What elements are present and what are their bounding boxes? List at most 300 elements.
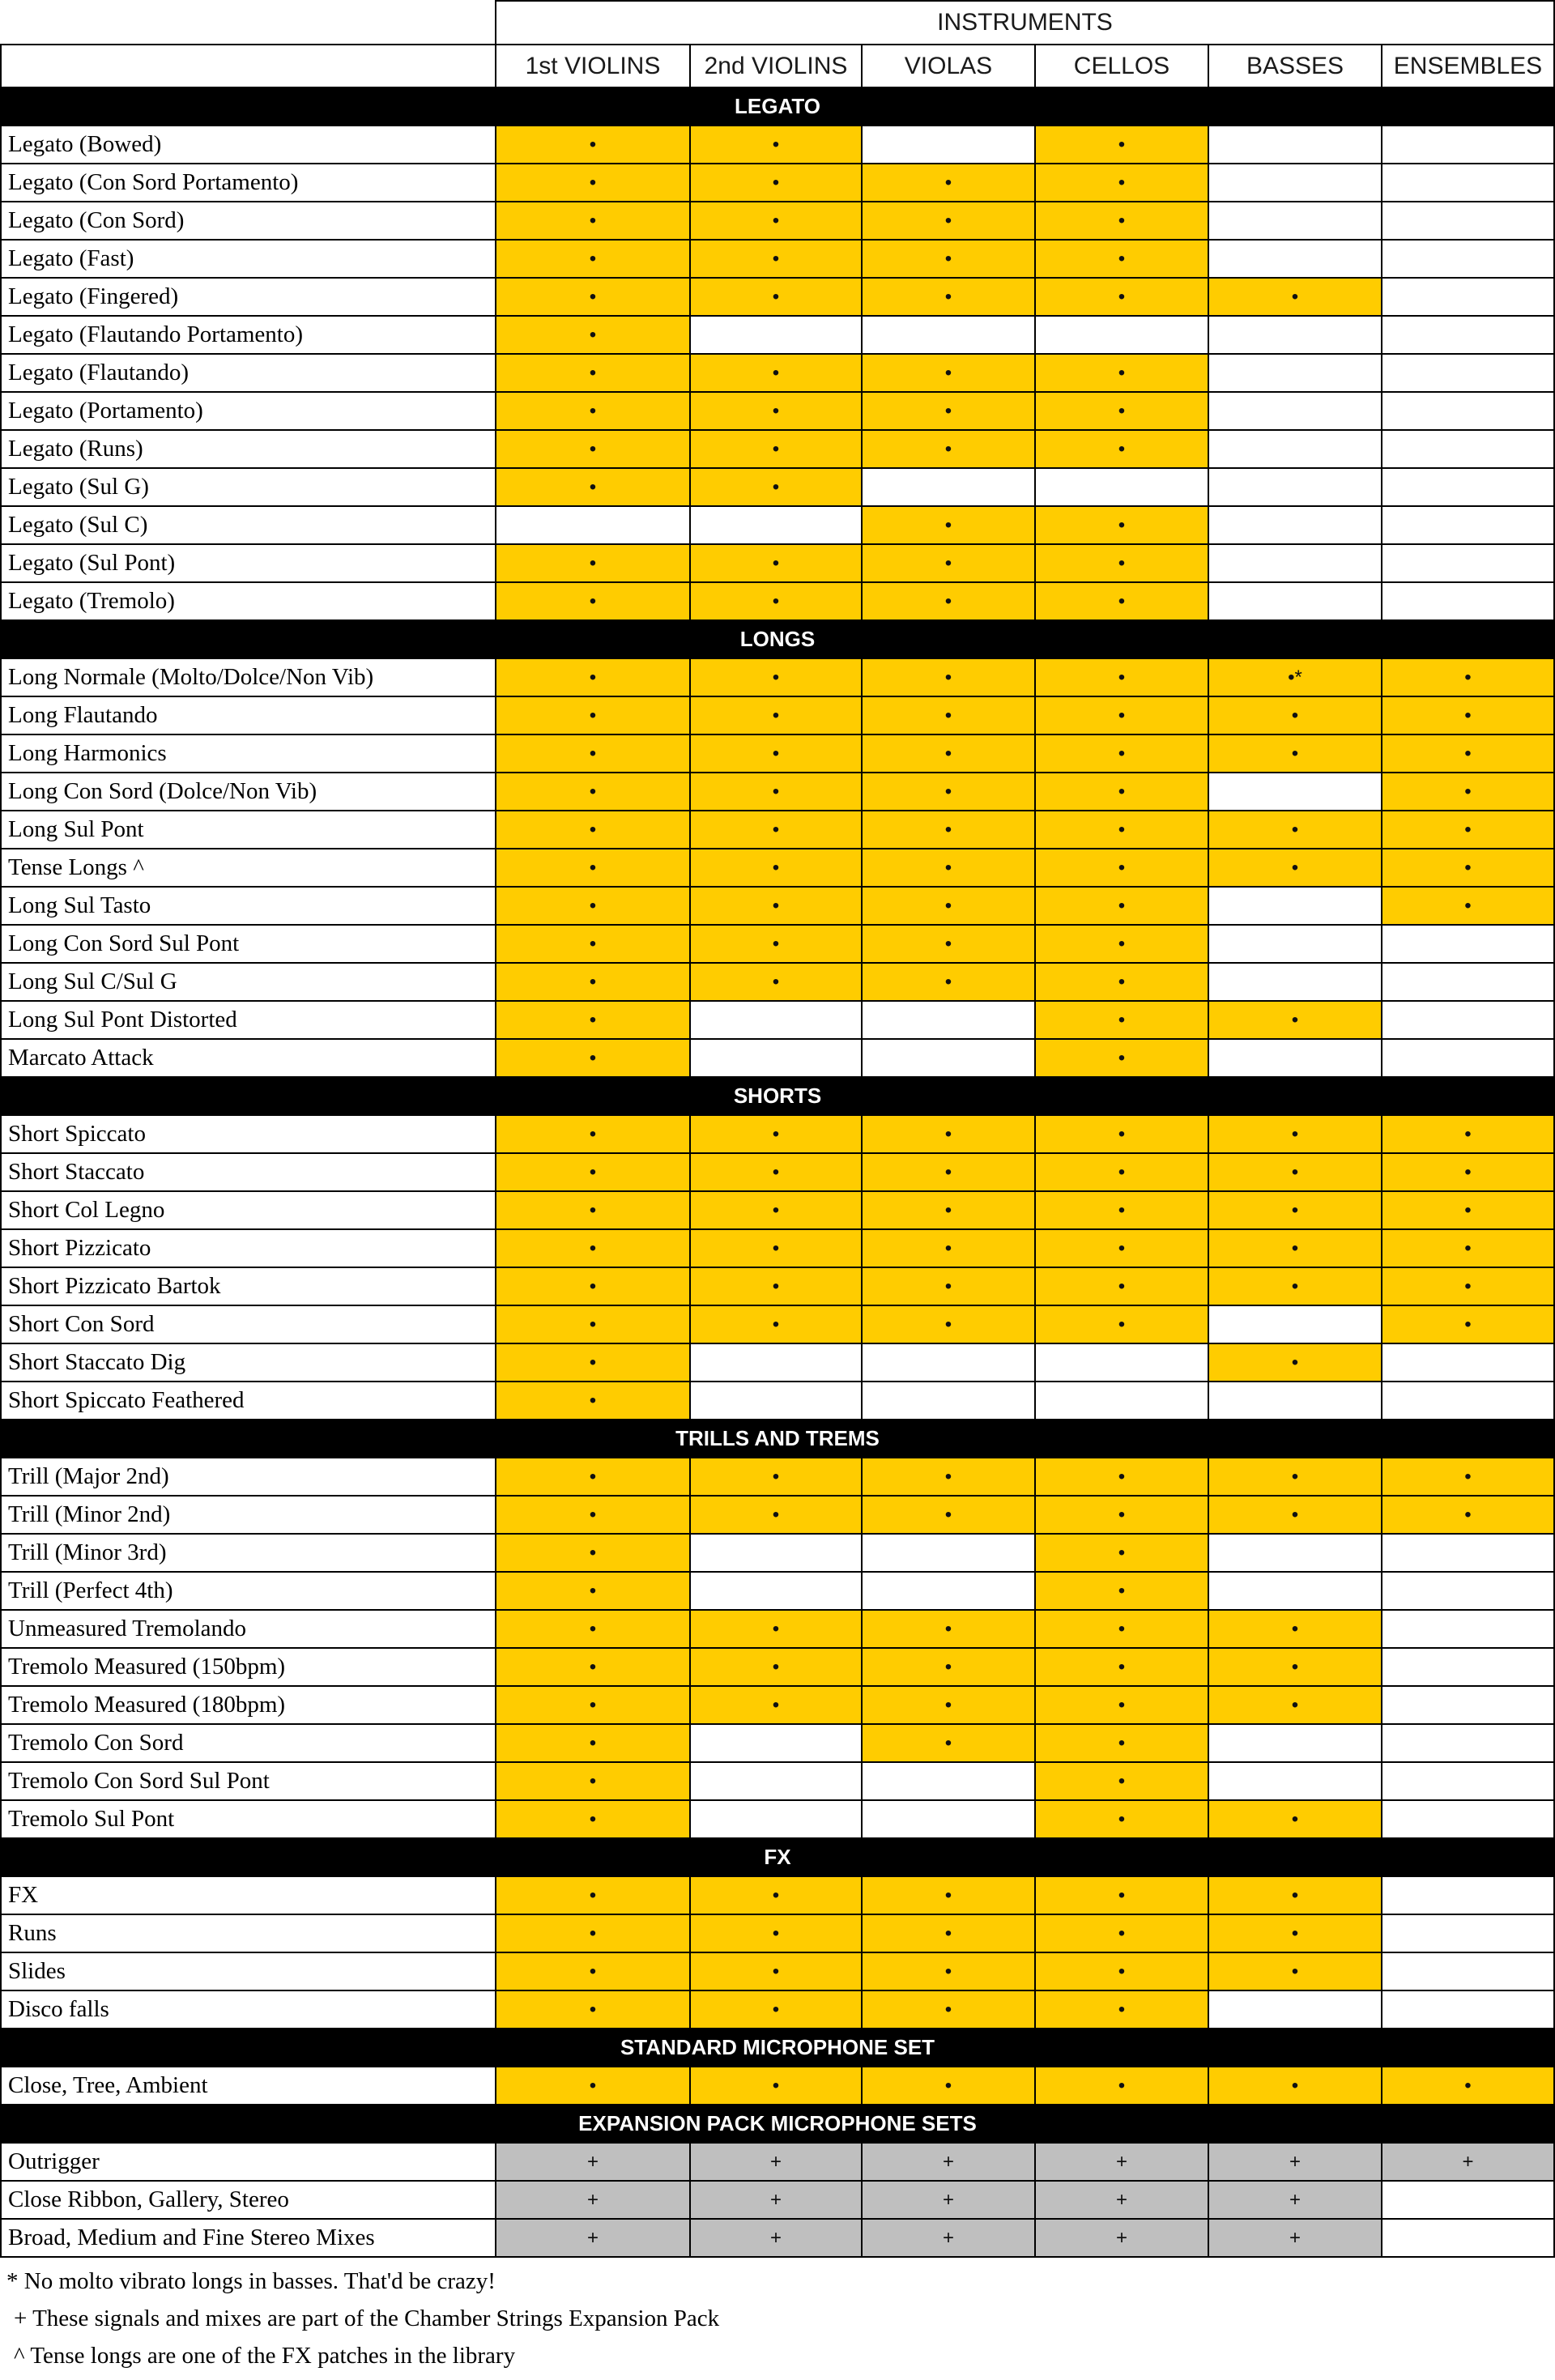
availability-cell-2nd-violins: •: [691, 1230, 863, 1268]
availability-cell-violas: •: [863, 1915, 1036, 1953]
availability-cell-cellos: •: [1036, 355, 1209, 393]
availability-cell-violas: [863, 1573, 1036, 1611]
section-header-trills-and-trems: [0, 1420, 1555, 1458]
row-label: Short Staccato: [0, 1154, 496, 1192]
availability-cell-cellos: •: [1036, 2067, 1209, 2105]
availability-cell-1st-violins: •: [496, 1382, 691, 1420]
availability-cell-basses: •: [1209, 849, 1382, 888]
availability-cell-2nd-violins: [691, 1801, 863, 1839]
availability-cell-ensembles: •: [1382, 888, 1555, 926]
availability-cell-cellos: •: [1036, 279, 1209, 317]
availability-cell-1st-violins: •: [496, 964, 691, 1002]
row-label: Outrigger: [0, 2144, 496, 2182]
table-row: [0, 697, 1555, 735]
availability-cell-1st-violins: •: [496, 1268, 691, 1306]
availability-cell-cellos: •: [1036, 1763, 1209, 1801]
table-row: [0, 1116, 1555, 1154]
availability-cell-violas: •: [863, 545, 1036, 583]
availability-cell-basses: +: [1209, 2182, 1382, 2220]
availability-cell-1st-violins: •: [496, 1192, 691, 1230]
availability-cell-cellos: •: [1036, 1306, 1209, 1344]
availability-cell-ensembles: •: [1382, 1230, 1555, 1268]
availability-cell-basses: [1209, 583, 1382, 621]
availability-cell-1st-violins: •: [496, 1116, 691, 1154]
availability-cell-2nd-violins: [691, 1763, 863, 1801]
availability-cell-cellos: •: [1036, 1725, 1209, 1763]
section-header-shorts: [0, 1078, 1555, 1116]
availability-cell-2nd-violins: •: [691, 1687, 863, 1725]
availability-cell-violas: [863, 1002, 1036, 1040]
header-corner: [0, 0, 495, 44]
availability-cell-ensembles: [1382, 583, 1555, 621]
availability-cell-basses: [1209, 317, 1382, 355]
availability-cell-basses: [1209, 1306, 1382, 1344]
availability-cell-ensembles: •: [1382, 849, 1555, 888]
column-header-cellos: CELLOS: [1036, 44, 1209, 88]
availability-cell-ensembles: •: [1382, 773, 1555, 811]
availability-cell-basses: +: [1209, 2144, 1382, 2182]
table-row: [0, 888, 1555, 926]
availability-cell-violas: •: [863, 659, 1036, 697]
availability-cell-basses: •: [1209, 1611, 1382, 1649]
availability-cell-basses: [1209, 355, 1382, 393]
availability-cell-1st-violins: •: [496, 811, 691, 849]
availability-cell-ensembles: •: [1382, 1154, 1555, 1192]
availability-cell-basses: [1209, 202, 1382, 241]
availability-cell-cellos: •: [1036, 659, 1209, 697]
availability-cell-1st-violins: •: [496, 1801, 691, 1839]
availability-cell-1st-violins: •: [496, 1687, 691, 1725]
table-row: [0, 202, 1555, 241]
availability-cell-1st-violins: •: [496, 1458, 691, 1497]
section-header-longs: [0, 621, 1555, 659]
availability-cell-ensembles: +: [1382, 2144, 1555, 2182]
footnote-tense-longs: ^ Tense longs are one of the FX patches in the library: [14, 2343, 516, 2369]
table-row: [0, 1991, 1555, 2029]
availability-cell-1st-violins: +: [496, 2182, 691, 2220]
availability-cell-cellos: •: [1036, 1535, 1209, 1573]
availability-cell-cellos: •: [1036, 964, 1209, 1002]
availability-cell-1st-violins: •: [496, 1230, 691, 1268]
availability-cell-basses: •: [1209, 2067, 1382, 2105]
table-row: [0, 1230, 1555, 1268]
availability-cell-basses: [1209, 164, 1382, 202]
table-row: [0, 1306, 1555, 1344]
row-label: Long Sul Pont: [0, 811, 496, 849]
availability-cell-2nd-violins: [691, 1382, 863, 1420]
availability-cell-basses: [1209, 1573, 1382, 1611]
table-row: [0, 1915, 1555, 1953]
availability-cell-2nd-violins: •: [691, 1154, 863, 1192]
availability-cell-ensembles: [1382, 1953, 1555, 1991]
table-row: [0, 1801, 1555, 1839]
availability-cell-ensembles: [1382, 1687, 1555, 1725]
availability-cell-violas: [863, 469, 1036, 507]
section-title: SHORTS: [733, 1084, 822, 1108]
availability-cell-ensembles: [1382, 317, 1555, 355]
footnotes: [0, 2258, 1555, 2374]
availability-cell-cellos: •: [1036, 126, 1209, 164]
availability-cell-basses: [1209, 1040, 1382, 1078]
availability-cell-violas: •: [863, 1649, 1036, 1687]
table-row: [0, 393, 1555, 431]
availability-cell-violas: •: [863, 1116, 1036, 1154]
availability-cell-2nd-violins: •: [691, 964, 863, 1002]
availability-cell-ensembles: [1382, 1040, 1555, 1078]
availability-cell-violas: •: [863, 964, 1036, 1002]
row-label: Short Spiccato: [0, 1116, 496, 1154]
availability-cell-1st-violins: •: [496, 1725, 691, 1763]
row-label: Broad, Medium and Fine Stereo Mixes: [0, 2220, 496, 2258]
availability-cell-cellos: •: [1036, 164, 1209, 202]
table-row: [0, 1649, 1555, 1687]
availability-cell-1st-violins: •: [496, 735, 691, 773]
availability-cell-1st-violins: •: [496, 393, 691, 431]
availability-cell-cellos: •: [1036, 1611, 1209, 1649]
table-row: [0, 1877, 1555, 1915]
row-label: FX: [0, 1877, 496, 1915]
availability-cell-violas: [863, 317, 1036, 355]
availability-cell-basses: •: [1209, 811, 1382, 849]
table-row: [0, 469, 1555, 507]
availability-cell-2nd-violins: [691, 1573, 863, 1611]
availability-cell-1st-violins: +: [496, 2144, 691, 2182]
availability-cell-violas: •: [863, 1458, 1036, 1497]
availability-cell-basses: •: [1209, 1268, 1382, 1306]
availability-cell-violas: •: [863, 697, 1036, 735]
availability-cell-2nd-violins: +: [691, 2220, 863, 2258]
column-header-ensembles: ENSEMBLES: [1382, 44, 1555, 88]
availability-cell-basses: [1209, 888, 1382, 926]
availability-cell-cellos: [1036, 1382, 1209, 1420]
availability-cell-2nd-violins: •: [691, 1611, 863, 1649]
table-row: [0, 773, 1555, 811]
availability-cell-basses: •: [1209, 1002, 1382, 1040]
row-label: Trill (Perfect 4th): [0, 1573, 496, 1611]
availability-cell-1st-violins: •: [496, 1535, 691, 1573]
availability-cell-violas: •: [863, 888, 1036, 926]
availability-cell-1st-violins: •: [496, 545, 691, 583]
availability-cell-1st-violins: •: [496, 164, 691, 202]
row-label: Long Sul Tasto: [0, 888, 496, 926]
availability-cell-2nd-violins: •: [691, 1953, 863, 1991]
table-row: [0, 355, 1555, 393]
availability-cell-2nd-violins: •: [691, 697, 863, 735]
availability-cell-cellos: •: [1036, 1458, 1209, 1497]
availability-cell-violas: •: [863, 735, 1036, 773]
availability-cell-basses: •*: [1209, 659, 1382, 697]
availability-cell-1st-violins: •: [496, 849, 691, 888]
section-header-fx: [0, 1839, 1555, 1877]
row-label: Short Pizzicato Bartok: [0, 1268, 496, 1306]
availability-cell-violas: •: [863, 1953, 1036, 1991]
availability-cell-1st-violins: +: [496, 2220, 691, 2258]
table-row: [0, 2220, 1555, 2258]
availability-cell-basses: •: [1209, 1116, 1382, 1154]
availability-cell-ensembles: [1382, 1002, 1555, 1040]
availability-cell-1st-violins: •: [496, 1763, 691, 1801]
availability-cell-ensembles: [1382, 2220, 1555, 2258]
availability-cell-1st-violins: •: [496, 888, 691, 926]
row-label: Tremolo Con Sord: [0, 1725, 496, 1763]
availability-cell-cellos: •: [1036, 1040, 1209, 1078]
availability-cell-2nd-violins: •: [691, 355, 863, 393]
availability-cell-basses: +: [1209, 2220, 1382, 2258]
row-label: Long Sul Pont Distorted: [0, 1002, 496, 1040]
column-header-row: [0, 44, 1555, 88]
availability-cell-violas: +: [863, 2144, 1036, 2182]
availability-cell-ensembles: •: [1382, 1306, 1555, 1344]
availability-cell-basses: [1209, 545, 1382, 583]
availability-cell-2nd-violins: •: [691, 1306, 863, 1344]
row-label: Legato (Fast): [0, 241, 496, 279]
row-label: Tremolo Measured (150bpm): [0, 1649, 496, 1687]
availability-cell-2nd-violins: •: [691, 1497, 863, 1535]
availability-cell-1st-violins: •: [496, 926, 691, 964]
availability-cell-2nd-violins: •: [691, 849, 863, 888]
availability-cell-cellos: •: [1036, 926, 1209, 964]
availability-cell-cellos: •: [1036, 888, 1209, 926]
availability-cell-cellos: •: [1036, 1687, 1209, 1725]
availability-cell-ensembles: [1382, 126, 1555, 164]
availability-cell-1st-violins: •: [496, 1306, 691, 1344]
availability-cell-violas: •: [863, 1154, 1036, 1192]
availability-cell-1st-violins: •: [496, 2067, 691, 2105]
availability-cell-basses: [1209, 507, 1382, 545]
availability-cell-violas: [863, 1801, 1036, 1839]
table-row: [0, 1154, 1555, 1192]
row-label: Short Staccato Dig: [0, 1344, 496, 1382]
availability-cell-ensembles: [1382, 1649, 1555, 1687]
availability-cell-1st-violins: •: [496, 1915, 691, 1953]
availability-cell-basses: •: [1209, 1154, 1382, 1192]
column-header-2nd-violins: 2nd VIOLINS: [691, 44, 863, 88]
table-row: [0, 1763, 1555, 1801]
availability-cell-ensembles: [1382, 1991, 1555, 2029]
row-label-header-blank: [0, 44, 496, 88]
availability-cell-basses: [1209, 431, 1382, 469]
table-row: [0, 1573, 1555, 1611]
availability-cell-cellos: [1036, 469, 1209, 507]
availability-cell-ensembles: [1382, 1801, 1555, 1839]
row-label: Long Con Sord Sul Pont: [0, 926, 496, 964]
availability-cell-2nd-violins: •: [691, 1192, 863, 1230]
row-label: Close, Tree, Ambient: [0, 2067, 496, 2105]
availability-cell-ensembles: [1382, 507, 1555, 545]
availability-cell-basses: [1209, 926, 1382, 964]
availability-cell-violas: •: [863, 1192, 1036, 1230]
row-label: Short Pizzicato: [0, 1230, 496, 1268]
availability-cell-ensembles: [1382, 355, 1555, 393]
availability-cell-2nd-violins: •: [691, 1458, 863, 1497]
availability-cell-ensembles: [1382, 1535, 1555, 1573]
row-label: Legato (Flautando Portamento): [0, 317, 496, 355]
availability-cell-2nd-violins: •: [691, 1991, 863, 2029]
table-row: [0, 1687, 1555, 1725]
availability-cell-cellos: +: [1036, 2144, 1209, 2182]
table-row: [0, 1725, 1555, 1763]
availability-cell-cellos: •: [1036, 507, 1209, 545]
availability-cell-basses: •: [1209, 1497, 1382, 1535]
availability-cell-2nd-violins: +: [691, 2182, 863, 2220]
table-row: [0, 1497, 1555, 1535]
availability-cell-2nd-violins: •: [691, 773, 863, 811]
availability-cell-ensembles: [1382, 431, 1555, 469]
availability-cell-basses: •: [1209, 1953, 1382, 1991]
availability-cell-basses: [1209, 241, 1382, 279]
availability-cell-basses: [1209, 1535, 1382, 1573]
availability-cell-2nd-violins: •: [691, 469, 863, 507]
availability-cell-1st-violins: •: [496, 659, 691, 697]
availability-cell-2nd-violins: •: [691, 241, 863, 279]
table-row: [0, 811, 1555, 849]
availability-cell-1st-violins: •: [496, 697, 691, 735]
availability-cell-violas: •: [863, 1725, 1036, 1763]
row-label: Long Normale (Molto/Dolce/Non Vib): [0, 659, 496, 697]
row-label: Trill (Major 2nd): [0, 1458, 496, 1497]
availability-cell-violas: •: [863, 164, 1036, 202]
table-row: [0, 507, 1555, 545]
table-row: [0, 1611, 1555, 1649]
availability-cell-basses: •: [1209, 1344, 1382, 1382]
availability-cell-violas: •: [863, 583, 1036, 621]
table-row: [0, 2144, 1555, 2182]
table-row: [0, 279, 1555, 317]
availability-cell-ensembles: •: [1382, 1192, 1555, 1230]
row-label: Legato (Tremolo): [0, 583, 496, 621]
availability-cell-cellos: •: [1036, 583, 1209, 621]
availability-cell-violas: •: [863, 1230, 1036, 1268]
row-label: Short Spiccato Feathered: [0, 1382, 496, 1420]
table-row: [0, 659, 1555, 697]
availability-cell-ensembles: [1382, 393, 1555, 431]
availability-cell-cellos: •: [1036, 202, 1209, 241]
availability-cell-ensembles: •: [1382, 659, 1555, 697]
availability-cell-1st-violins: •: [496, 773, 691, 811]
availability-cell-cellos: •: [1036, 1497, 1209, 1535]
availability-cell-violas: •: [863, 393, 1036, 431]
availability-cell-cellos: •: [1036, 1877, 1209, 1915]
availability-cell-ensembles: •: [1382, 697, 1555, 735]
availability-cell-2nd-violins: •: [691, 659, 863, 697]
availability-cell-basses: •: [1209, 1192, 1382, 1230]
availability-cell-cellos: •: [1036, 1230, 1209, 1268]
availability-cell-2nd-violins: •: [691, 545, 863, 583]
availability-cell-cellos: +: [1036, 2182, 1209, 2220]
table-row: [0, 241, 1555, 279]
availability-cell-2nd-violins: [691, 1725, 863, 1763]
availability-cell-cellos: •: [1036, 1268, 1209, 1306]
availability-cell-2nd-violins: •: [691, 1268, 863, 1306]
availability-cell-basses: •: [1209, 1801, 1382, 1839]
instruments-header-row: [0, 0, 1555, 44]
availability-cell-violas: •: [863, 1877, 1036, 1915]
availability-cell-violas: [863, 1382, 1036, 1420]
availability-cell-ensembles: •: [1382, 735, 1555, 773]
row-label: Legato (Bowed): [0, 126, 496, 164]
availability-cell-cellos: •: [1036, 1649, 1209, 1687]
availability-cell-violas: [863, 1763, 1036, 1801]
availability-cell-2nd-violins: •: [691, 126, 863, 164]
row-label: Runs: [0, 1915, 496, 1953]
table-row: [0, 1268, 1555, 1306]
availability-cell-cellos: •: [1036, 773, 1209, 811]
availability-cell-ensembles: [1382, 241, 1555, 279]
availability-cell-1st-violins: •: [496, 202, 691, 241]
availability-cell-ensembles: [1382, 2182, 1555, 2220]
availability-cell-1st-violins: •: [496, 241, 691, 279]
table-row: [0, 735, 1555, 773]
availability-cell-basses: [1209, 1725, 1382, 1763]
table-row: [0, 926, 1555, 964]
table-row: [0, 964, 1555, 1002]
availability-cell-ensembles: [1382, 1725, 1555, 1763]
availability-cell-ensembles: [1382, 545, 1555, 583]
availability-cell-2nd-violins: •: [691, 202, 863, 241]
table-row: [0, 1344, 1555, 1382]
availability-cell-2nd-violins: •: [691, 1649, 863, 1687]
availability-cell-cellos: •: [1036, 1801, 1209, 1839]
section-title: STANDARD MICROPHONE SET: [620, 2035, 935, 2059]
availability-cell-1st-violins: •: [496, 469, 691, 507]
availability-cell-cellos: [1036, 1344, 1209, 1382]
availability-cell-cellos: •: [1036, 1573, 1209, 1611]
availability-cell-violas: [863, 1535, 1036, 1573]
availability-cell-violas: •: [863, 279, 1036, 317]
row-label: Legato (Fingered): [0, 279, 496, 317]
availability-cell-basses: [1209, 393, 1382, 431]
availability-cell-violas: [863, 1344, 1036, 1382]
table-row: [0, 1382, 1555, 1420]
row-label: Disco falls: [0, 1991, 496, 2029]
row-label: Long Con Sord (Dolce/Non Vib): [0, 773, 496, 811]
row-label: Legato (Sul C): [0, 507, 496, 545]
availability-cell-ensembles: •: [1382, 811, 1555, 849]
availability-cell-cellos: •: [1036, 1953, 1209, 1991]
row-label: Legato (Con Sord): [0, 202, 496, 241]
availability-cell-violas: •: [863, 1268, 1036, 1306]
table-row: [0, 545, 1555, 583]
availability-cell-ensembles: [1382, 1877, 1555, 1915]
availability-cell-ensembles: [1382, 964, 1555, 1002]
availability-cell-2nd-violins: •: [691, 1116, 863, 1154]
availability-cell-ensembles: [1382, 1915, 1555, 1953]
availability-cell-basses: [1209, 1991, 1382, 2029]
section-title: LEGATO: [735, 94, 820, 118]
table-row: [0, 1953, 1555, 1991]
availability-cell-2nd-violins: [691, 1002, 863, 1040]
availability-cell-cellos: •: [1036, 1002, 1209, 1040]
availability-cell-basses: •: [1209, 1915, 1382, 1953]
column-header-1st-violins: 1st VIOLINS: [496, 44, 691, 88]
availability-cell-2nd-violins: •: [691, 1877, 863, 1915]
table-row: [0, 583, 1555, 621]
availability-cell-1st-violins: •: [496, 583, 691, 621]
availability-cell-1st-violins: •: [496, 317, 691, 355]
section-title: TRILLS AND TREMS: [675, 1426, 880, 1450]
availability-cell-basses: •: [1209, 1230, 1382, 1268]
row-label: Trill (Minor 2nd): [0, 1497, 496, 1535]
row-label: Trill (Minor 3rd): [0, 1535, 496, 1573]
row-label: Tense Longs ^: [0, 849, 496, 888]
section-title: EXPANSION PACK MICROPHONE SETS: [578, 2111, 977, 2135]
availability-cell-basses: •: [1209, 279, 1382, 317]
availability-cell-violas: •: [863, 355, 1036, 393]
section-header-standard-microphone-set: [0, 2029, 1555, 2067]
availability-cell-1st-violins: •: [496, 1154, 691, 1192]
availability-cell-ensembles: [1382, 1611, 1555, 1649]
table-row: [0, 164, 1555, 202]
